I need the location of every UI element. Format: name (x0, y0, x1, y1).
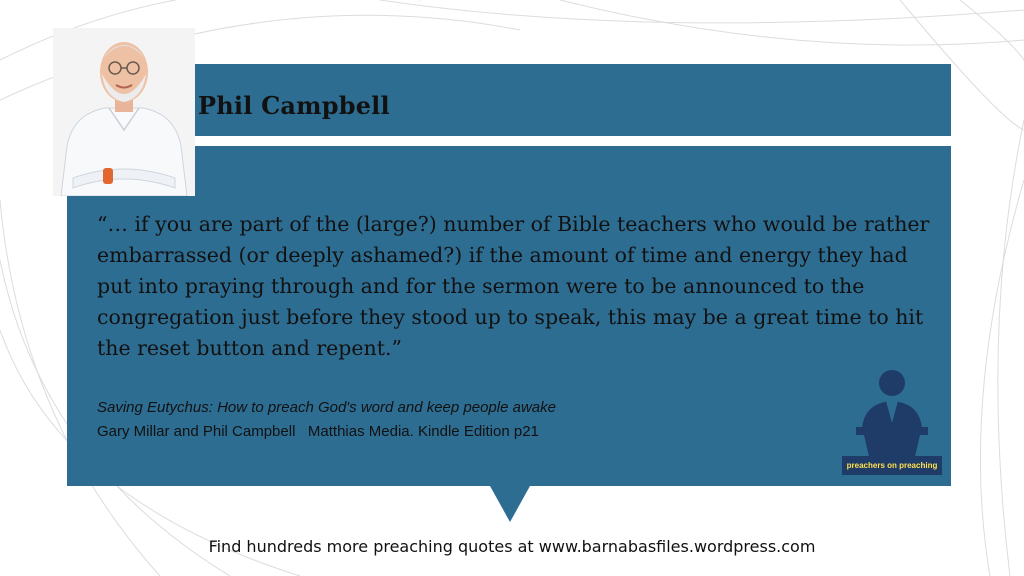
source-credit: Gary Millar and Phil Campbell Matthias Media. Kindle Edition p21 (97, 423, 539, 440)
preachers-logo (842, 365, 942, 480)
footer-link-text: Find hundreds more preaching quotes at www.barnabasfiles.wordpress.com (208, 537, 816, 556)
speaker-photo (53, 28, 195, 196)
logo-label: preachers on preaching (842, 456, 942, 475)
speaker-name: Phil Campbell (198, 91, 390, 120)
preacher-icon (842, 365, 942, 461)
quote-text: “… if you are part of the (large?) number of Bible teachers who would be rather embarrassed (or deeply ashamed?) if the amount of time and energy they had put into praying through and for the sermon were to be announced to the congregation just before they stood up to speak, this may be a great time to hit the reset button and repent.” (97, 212, 930, 360)
source-book-title: Saving Eutychus: How to preach God's word and keep people awake (97, 399, 556, 416)
callout-pointer (490, 486, 530, 522)
